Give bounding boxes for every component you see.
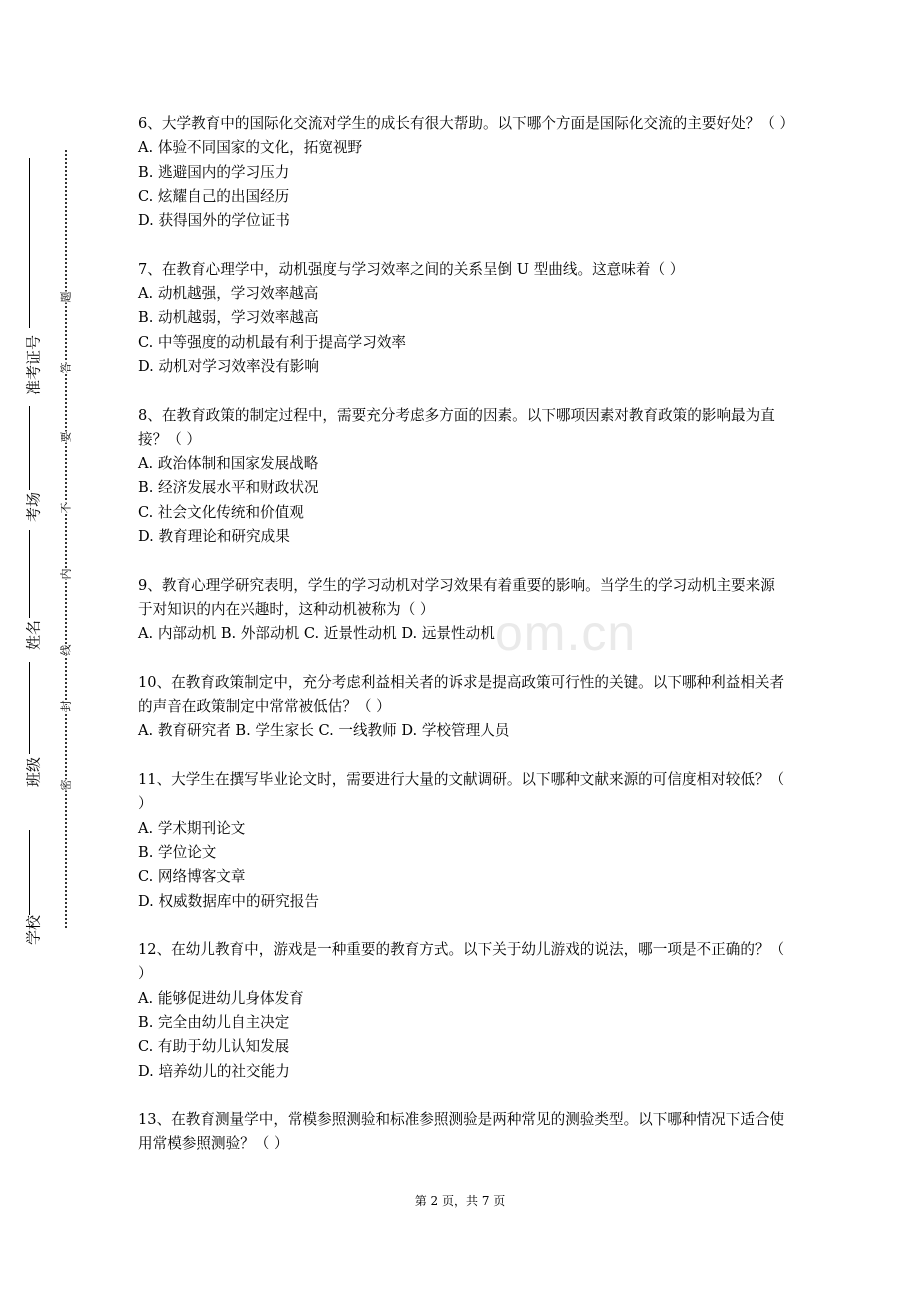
school-blank — [29, 830, 30, 915]
options-inline: A. 教育研究者 B. 学生家长 C. 一线教师 D. 学校管理人员 — [138, 722, 510, 740]
question-stem: 8、在教育政策的制定过程中，需要充分考虑多方面的因素。以下哪项因素对教育政策的影响最为直接？（ ） — [138, 406, 775, 448]
question-stem: 11、大学生在撰写毕业论文时，需要进行大量的文献调研。以下哪种文献来源的可信度相对较低？（ ） — [138, 771, 785, 813]
watermark: om.cn — [495, 605, 637, 661]
option-a: A. 政治体制和国家发展战略 — [138, 455, 319, 473]
option-b: B. 逃避国内的学习压力 — [138, 163, 290, 181]
question-6 — [138, 112, 795, 233]
question-stem: 12、在幼儿教育中，游戏是一种重要的教育方式。以下关于幼儿游戏的说法，哪一项是不正确的？（ ） — [138, 941, 785, 983]
question-list — [138, 112, 795, 1181]
option-d: D. 获得国外的学位证书 — [138, 212, 290, 230]
option-a: A. 能够促进幼儿身体发育 — [138, 989, 304, 1007]
question-stem: 10、在教育政策制定中，充分考虑利益相关者的诉求是提高政策可行性的关键。以下哪种利益相关者的声音在政策制定中常常被低估？（ ） — [138, 673, 785, 716]
option-c: C. 网络博客文章 — [138, 868, 246, 886]
question-8 — [138, 404, 788, 550]
class-blank — [29, 662, 30, 754]
question-stem: 7、在教育心理学中，动机强度与学习效率之间的关系呈倒 U 型曲线。这意味着（ ） — [138, 260, 685, 278]
option-a: A. 体验不同国家的文化，拓宽视野 — [138, 139, 363, 157]
question-13 — [138, 1108, 788, 1157]
option-d: D. 培养幼儿的社交能力 — [138, 1062, 290, 1080]
name-blank — [29, 530, 30, 618]
option-d: D. 教育理论和研究成果 — [138, 528, 290, 546]
option-d: D. 动机对学习效率没有影响 — [138, 357, 319, 375]
option-b: B. 完全由幼儿自主决定 — [138, 1013, 290, 1031]
option-a: A. 动机越强，学习效率越高 — [138, 285, 319, 303]
question-11 — [138, 768, 788, 914]
option-b: B. 动机越弱，学习效率越高 — [138, 309, 319, 327]
question-9 — [138, 574, 788, 647]
question-stem: 9、教育心理学研究表明，学生的学习动机对学习效果有着重要的影响。当学生的学习动机主要来源于对知识的内在兴趣时，这种动机被称为（ ） — [138, 576, 775, 618]
page-footer: 第 2 页，共 7 页 — [414, 1194, 506, 1208]
question-7 — [138, 258, 788, 379]
option-b: B. 学位论文 — [138, 843, 217, 861]
option-b: B. 经济发展水平和财政状况 — [138, 479, 319, 497]
admission-no-blank — [29, 158, 30, 328]
question-stem: 13、在教育测量学中，常模参照测验和标准参照测验是两种常见的测验类型。以下哪种情况下适合使用常模参照测验？（ ） — [138, 1111, 785, 1153]
option-c: C. 社会文化传统和价值观 — [138, 503, 304, 521]
question-stem: 6、大学教育中的国际化交流对学生的成长有很大帮助。以下哪个方面是国际化交流的主要好处？（ ） — [138, 115, 795, 132]
option-a: A. 学术期刊论文 — [138, 819, 246, 837]
binding-strip: 学校 班级 姓名 考场 准考证号 密 封 线 内 不 要 答 题 — [0, 0, 90, 1302]
exam-room-blank — [29, 406, 30, 490]
question-12 — [138, 938, 788, 1084]
question-10 — [138, 671, 788, 744]
option-d: D. 权威数据库中的研究报告 — [138, 892, 319, 910]
options-inline: A. 内部动机 B. 外部动机 C. 近景性动机 D. 远景性动机 — [138, 625, 495, 643]
option-c: C. 中等强度的动机最有利于提高学习效率 — [138, 333, 407, 351]
option-c: C. 有助于幼儿认知发展 — [138, 1038, 290, 1056]
seal-dotted-line — [65, 150, 67, 928]
option-c: C. 炫耀自己的出国经历 — [138, 187, 290, 205]
